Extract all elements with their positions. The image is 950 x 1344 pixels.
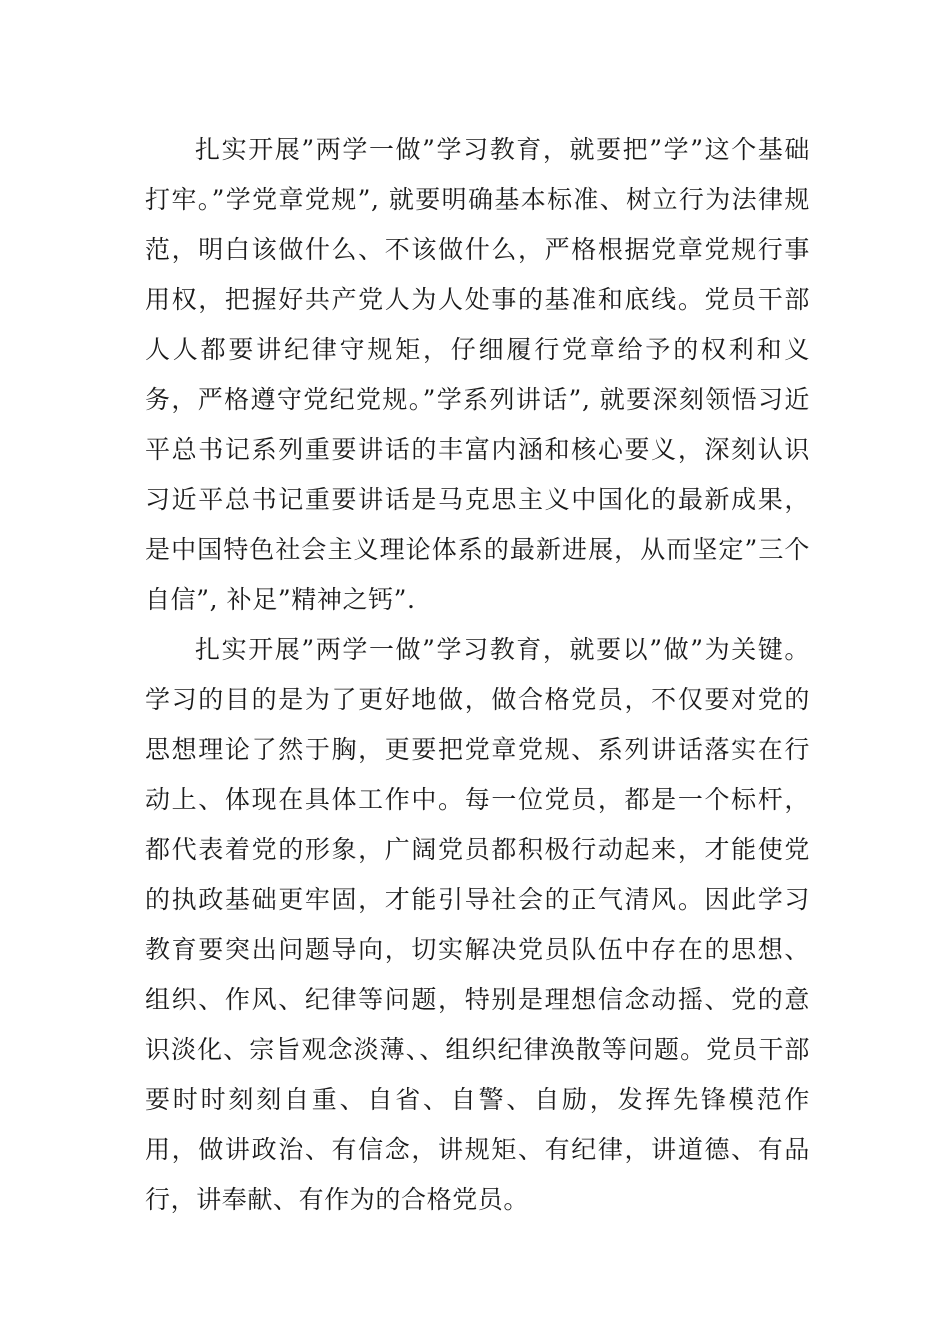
paragraph-1: 扎实开展”两学一做”学习教育，就要把”学”这个基础打牢。”学党章党规”, 就要明确基本标准、树立行为法律规范，明白该做什么、不该做什么，严格根据党章党规行事用权，把握好共产党人为人处事的基准和底线。党员干部人人都要讲纪律守规矩，仔细履行党章给予的权利和义务，严格遵守党纪党规。”学系列讲话”, 就要深刻领悟习近平总书记系列重要讲话的丰富内涵和核心要义，深刻认识习近平总书记重要讲话是马克思主义中国化的最新成果，是中国特色社会主义理论体系的最新进展，从而坚定”三个自信”, 补足”精神之钙”. xyxy=(145,135,810,614)
paragraph-2: 扎实开展”两学一做”学习教育，就要以”做”为关键。学习的目的是为了更好地做，做合格党员，不仅要对党的思想理论了然于胸，更要把党章党规、系列讲话落实在行动上、体现在具体工作中。每一位党员，都是一个标杆，都代表着党的形象，广阔党员都积极行动起来，才能使党的执政基础更牢固，才能引导社会的正气清风。因此学习教育要突出问题导向，切实解决党员队伍中存在的思想、组织、作风、纪律等问题，特别是理想信念动摇、党的意识淡化、宗旨观念淡薄、、组织纪律涣散等问题。党员干部要时时刻刻自重、自省、自警、自励，发挥先锋模范作用，做讲政治、有信念，讲规矩、有纪律，讲道德、有品行，讲奉献、有作为的合格党员。 xyxy=(145,635,810,1214)
document-body xyxy=(145,125,810,1225)
